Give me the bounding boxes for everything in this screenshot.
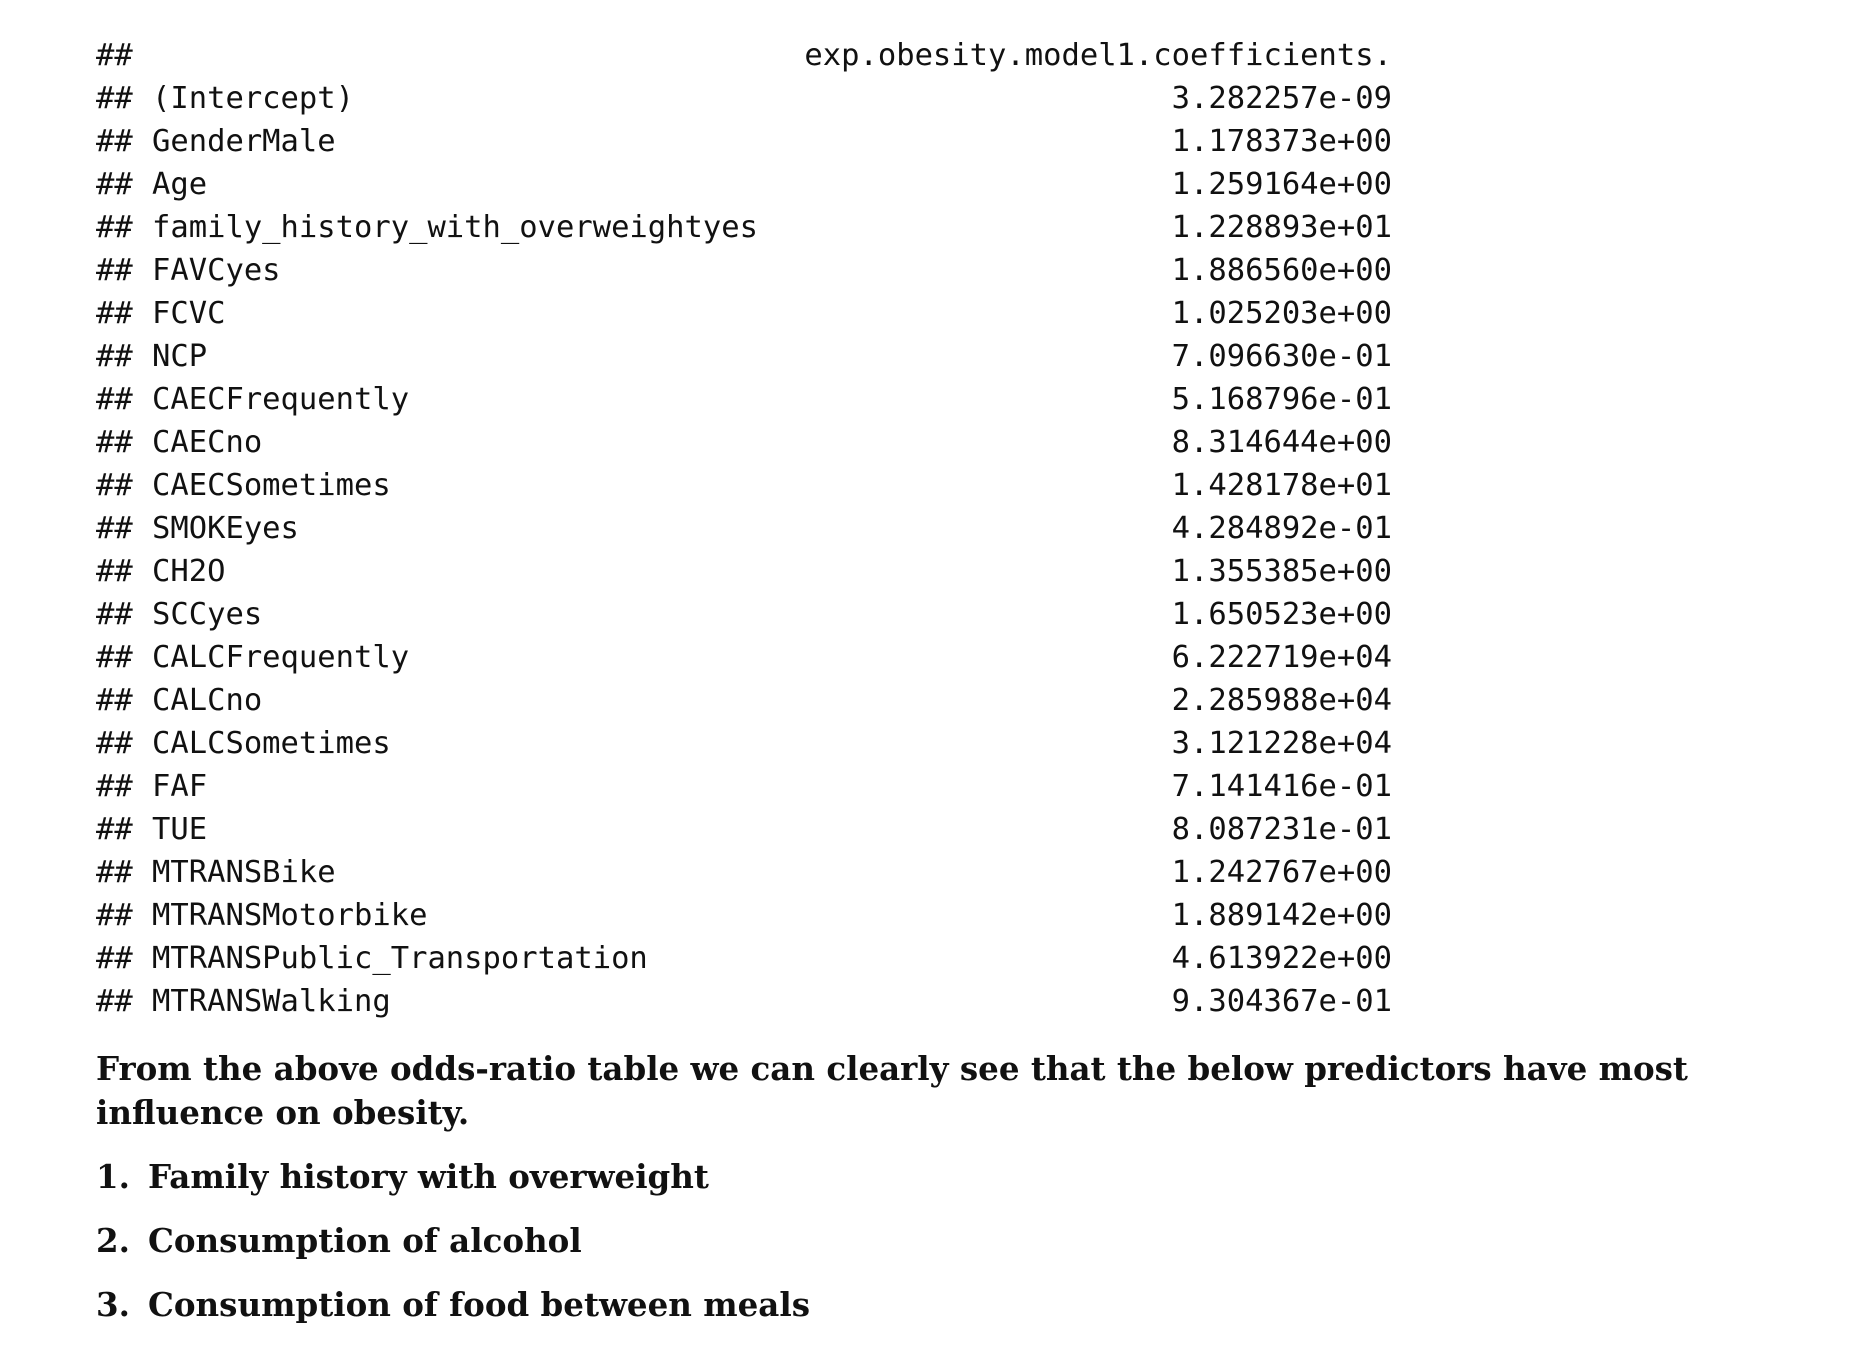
table-row xyxy=(96,679,1796,722)
coefficient-term: MTRANSWalking xyxy=(152,984,391,1019)
comment-prefix: ## xyxy=(96,640,133,675)
coefficient-term: NCP xyxy=(152,339,208,374)
coefficient-value: 1.025203e+00 xyxy=(1171,296,1392,331)
coefficient-term: CAECSometimes xyxy=(152,468,391,503)
r-console-output xyxy=(96,34,1796,1023)
table-row xyxy=(96,722,1796,765)
comment-prefix: ## xyxy=(96,984,133,1019)
coefficient-value: 1.428178e+01 xyxy=(1171,468,1392,503)
coefficient-term: CAECno xyxy=(152,425,263,460)
table-row xyxy=(96,765,1796,808)
coefficient-value: 8.314644e+00 xyxy=(1171,425,1392,460)
coefficient-term: SMOKEyes xyxy=(152,511,299,546)
comment-prefix: ## xyxy=(96,812,133,847)
comment-prefix: ## xyxy=(96,167,133,202)
coefficient-value: 7.141416e-01 xyxy=(1171,769,1392,804)
coefficient-term: MTRANSBike xyxy=(152,855,336,890)
table-row xyxy=(96,163,1796,206)
list-item xyxy=(96,1283,1796,1327)
table-row xyxy=(96,77,1796,120)
output-header-row xyxy=(96,34,1796,77)
comment-prefix: ## xyxy=(96,38,133,73)
coefficient-term: CAECFrequently xyxy=(152,382,410,417)
table-row xyxy=(96,206,1796,249)
findings-list xyxy=(96,1155,1796,1327)
coefficient-term: CALCSometimes xyxy=(152,726,391,761)
list-item xyxy=(96,1219,1796,1263)
coefficient-term: family_history_with_overweightyes xyxy=(152,210,758,245)
coefficient-value: 1.886560e+00 xyxy=(1171,253,1392,288)
coefficient-value: 6.222719e+04 xyxy=(1171,640,1392,675)
coefficient-value: 1.355385e+00 xyxy=(1171,554,1392,589)
coefficient-value: 1.889142e+00 xyxy=(1171,898,1392,933)
coefficient-term: Age xyxy=(152,167,208,202)
list-item-text: Consumption of alcohol xyxy=(148,1221,582,1260)
coefficient-value: 7.096630e-01 xyxy=(1171,339,1392,374)
table-row xyxy=(96,593,1796,636)
table-row xyxy=(96,464,1796,507)
table-row xyxy=(96,636,1796,679)
comment-prefix: ## xyxy=(96,253,133,288)
comment-prefix: ## xyxy=(96,769,133,804)
comment-prefix: ## xyxy=(96,382,133,417)
coefficient-term: GenderMale xyxy=(152,124,336,159)
document-page xyxy=(96,34,1796,1347)
coefficient-value: 5.168796e-01 xyxy=(1171,382,1392,417)
comment-prefix: ## xyxy=(96,597,133,632)
table-row xyxy=(96,550,1796,593)
table-row xyxy=(96,937,1796,980)
table-row xyxy=(96,378,1796,421)
table-row xyxy=(96,335,1796,378)
comment-prefix: ## xyxy=(96,425,133,460)
list-item-number: 1. xyxy=(96,1157,130,1196)
comment-prefix: ## xyxy=(96,124,133,159)
coefficient-term: CALCno xyxy=(152,683,263,718)
coefficient-value: 1.178373e+00 xyxy=(1171,124,1392,159)
table-row xyxy=(96,894,1796,937)
table-row xyxy=(96,851,1796,894)
output-rows xyxy=(96,77,1796,1023)
coefficient-value: 8.087231e-01 xyxy=(1171,812,1392,847)
comment-prefix: ## xyxy=(96,941,133,976)
table-row xyxy=(96,120,1796,163)
list-item xyxy=(96,1155,1796,1199)
comment-prefix: ## xyxy=(96,339,133,374)
comment-prefix: ## xyxy=(96,210,133,245)
coefficient-value: 4.613922e+00 xyxy=(1171,941,1392,976)
comment-prefix: ## xyxy=(96,683,133,718)
coefficient-term: CH2O xyxy=(152,554,226,589)
comment-prefix: ## xyxy=(96,468,133,503)
coefficient-value: 9.304367e-01 xyxy=(1171,984,1392,1019)
comment-prefix: ## xyxy=(96,554,133,589)
list-item-number: 3. xyxy=(96,1285,130,1324)
list-item-text: Consumption of food between meals xyxy=(148,1285,810,1324)
coefficient-term: (Intercept) xyxy=(152,81,354,116)
table-row xyxy=(96,421,1796,464)
table-row xyxy=(96,980,1796,1023)
coefficient-value: 1.242767e+00 xyxy=(1171,855,1392,890)
list-item-number: 2. xyxy=(96,1221,130,1260)
coefficient-value: 1.650523e+00 xyxy=(1171,597,1392,632)
comment-prefix: ## xyxy=(96,296,133,331)
coefficient-value: 3.121228e+04 xyxy=(1171,726,1392,761)
column-header: exp.obesity.model1.coefficients. xyxy=(804,38,1392,73)
coefficient-value: 1.228893e+01 xyxy=(1171,210,1392,245)
coefficient-term: FAVCyes xyxy=(152,253,281,288)
coefficient-value: 2.285988e+04 xyxy=(1171,683,1392,718)
comment-prefix: ## xyxy=(96,726,133,761)
comment-prefix: ## xyxy=(96,898,133,933)
coefficient-term: SCCyes xyxy=(152,597,263,632)
comment-prefix: ## xyxy=(96,855,133,890)
table-row xyxy=(96,507,1796,550)
coefficient-term: MTRANSPublic_Transportation xyxy=(152,941,648,976)
coefficient-value: 3.282257e-09 xyxy=(1171,81,1392,116)
coefficient-term: FAF xyxy=(152,769,208,804)
comment-prefix: ## xyxy=(96,511,133,546)
table-row xyxy=(96,292,1796,335)
coefficient-value: 1.259164e+00 xyxy=(1171,167,1392,202)
coefficient-term: TUE xyxy=(152,812,208,847)
coefficient-term: CALCFrequently xyxy=(152,640,410,675)
coefficient-value: 4.284892e-01 xyxy=(1171,511,1392,546)
coefficient-term: MTRANSMotorbike xyxy=(152,898,428,933)
list-item-text: Family history with overweight xyxy=(148,1157,709,1196)
table-row xyxy=(96,249,1796,292)
coefficient-term: FCVC xyxy=(152,296,226,331)
comment-prefix: ## xyxy=(96,81,133,116)
summary-paragraph: From the above odds-ratio table we can clearly see that the below predictors have most influence on obesity. xyxy=(96,1049,1688,1132)
table-row xyxy=(96,808,1796,851)
